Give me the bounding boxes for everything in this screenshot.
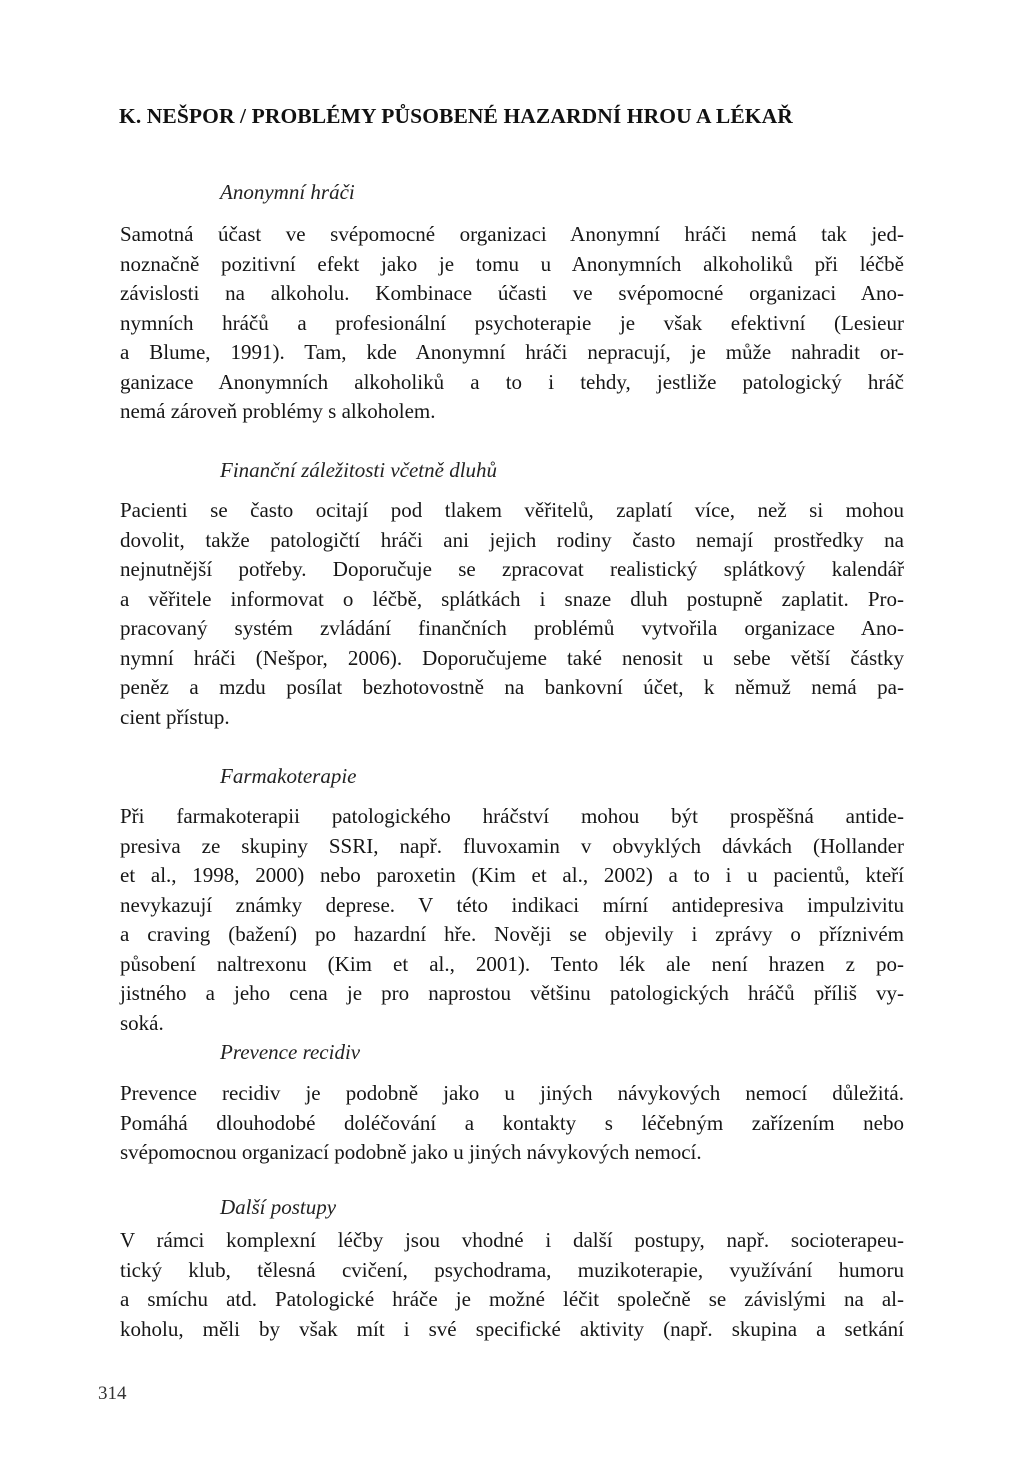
text-line: ganizace Anonymních alkoholiků a to i tehdy, jestliže patologický hráč (120, 369, 904, 394)
paragraph-prevence-recidiv (120, 1079, 904, 1168)
page-number: 314 (98, 1383, 127, 1404)
text-line: et al., 1998, 2000) nebo paroxetin (Kim et al., 2002) a to i u pacientů, kteří (120, 863, 904, 887)
text-line: a smíchu atd. Patologické hráče je možné léčit společně se závislými na al- (120, 1287, 904, 1311)
section-heading-dalsi-postupy: Další postupy (220, 1195, 337, 1219)
paragraph-financni-zalezitosti (120, 496, 904, 732)
text-line: nevykazují známky deprese. V této indikaci mírní antidepresiva impulzivitu (120, 892, 904, 917)
paragraph-farmakoterapie (120, 802, 904, 1038)
text-line: soká. (120, 1010, 164, 1035)
text-line: závislosti na alkoholu. Kombinace účasti ve svépomocné organizaci Ano- (120, 281, 904, 305)
text-line: nemá zároveň problémy s alkoholem. (120, 399, 436, 423)
paragraph-dalsi-postupy (120, 1226, 904, 1344)
text-line: Pacienti se často ocitají pod tlakem věřitelů, zaplatí více, než si mohou (120, 498, 904, 522)
text-line: pracovaný systém zvládání finančních problémů vytvořila organizace Ano- (120, 616, 904, 640)
text-line: Prevence recidiv je podobně jako u jiných návykových nemocí důležitá. (120, 1081, 904, 1105)
text-line: koholu, měli by však mít i své specifické aktivity (např. skupina a setkání (120, 1316, 904, 1341)
text-line: a věřitele informovat o léčbě, splátkách i snaze dluh postupně zaplatit. Pro- (120, 586, 904, 611)
section-heading-financni-zalezitosti: Finanční záležitosti včetně dluhů (220, 458, 498, 482)
text-line: dovolit, takže patologičtí hráči ani jejich rodiny často nemají prostředky na (120, 527, 904, 552)
text-line: cient přístup. (120, 704, 230, 729)
text-line: a craving (bažení) po hazardní hře. Nověji se objevily i zprávy o příznivém (120, 922, 904, 946)
text-line: Pomáhá dlouhodobé doléčování a kontakty s léčebným zařízením nebo (120, 1110, 904, 1135)
text-line: tický klub, tělesná cvičení, psychodrama, muzikoterapie, využívání humoru (120, 1257, 904, 1282)
text-line: působení naltrexonu (Kim et al., 2001). Tento lék ale není hrazen z po- (120, 951, 904, 976)
section-heading-prevence-recidiv: Prevence recidiv (220, 1040, 361, 1064)
text-line: nejnutnější potřeby. Doporučuje se zpracovat realistický splátkový kalendář (120, 557, 904, 581)
text-line: svépomocnou organizací podobně jako u jiných návykových nemocí. (120, 1140, 702, 1164)
text-line: nymní hráči (Nešpor, 2006). Doporučujeme také nenosit u sebe větší částky (120, 645, 904, 670)
text-line: nymních hráčů a profesionální psychoterapie je však efektivní (Lesieur (120, 310, 904, 335)
running-header: K. NEŠPOR / PROBLÉMY PŮSOBENÉ HAZARDNÍ HROU A LÉKAŘ (119, 104, 793, 128)
section-heading-farmakoterapie: Farmakoterapie (220, 764, 357, 788)
text-line: V rámci komplexní léčby jsou vhodné i další postupy, např. socioterapeu- (120, 1228, 904, 1252)
text-line: Samotná účast ve svépomocné organizaci Anonymní hráči nemá tak jed- (120, 222, 904, 246)
section-heading-anonymni-hraci: Anonymní hráči (220, 180, 355, 204)
text-line: jistného a jeho cena je pro naprostou většinu patologických hráčů příliš vy- (120, 981, 904, 1005)
text-line: a Blume, 1991). Tam, kde Anonymní hráči nepracují, je může nahradit or- (120, 340, 904, 364)
text-line: peněz a mzdu posílat bezhotovostně na bankovní účet, k němuž nemá pa- (120, 675, 904, 699)
paragraph-anonymni-hraci (120, 220, 904, 427)
text-line: presiva ze skupiny SSRI, např. fluvoxamin v obvyklých dávkách (Hollander (120, 833, 904, 858)
text-line: noznačně pozitivní efekt jako je tomu u Anonymních alkoholiků při léčbě (120, 251, 904, 276)
text-line: Při farmakoterapii patologického hráčství mohou být prospěšná antide- (120, 804, 904, 828)
